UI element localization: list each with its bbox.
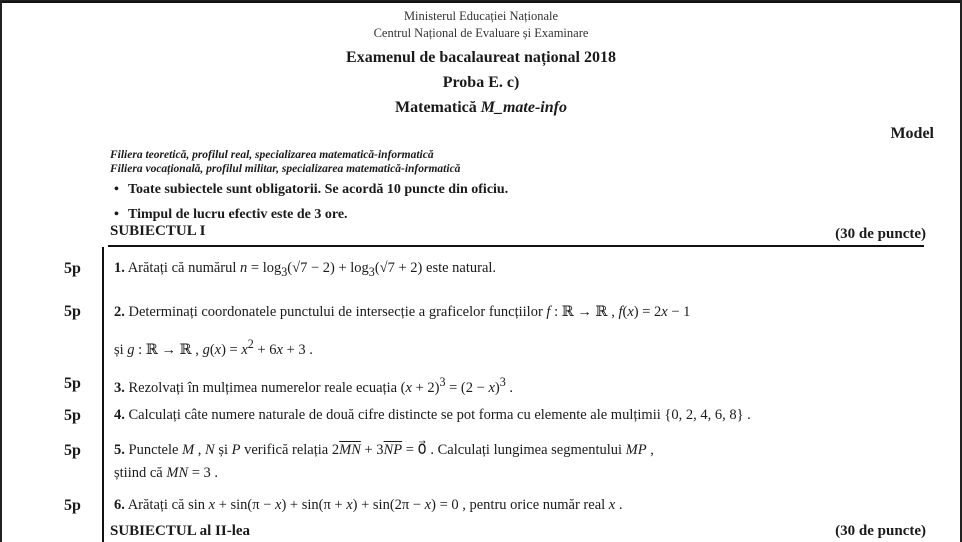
bullet-icon: • <box>114 207 119 222</box>
instruction-text: Timpul de lucru efectiv este de 3 ore. <box>128 207 348 222</box>
problem-points: 5p <box>64 260 81 277</box>
problem-2: 2. Determinați coordonatele punctului de intersecție a graficelor funcțiilor f : ℝ → ℝ , f(x) = 2x − 1 <box>114 304 691 320</box>
problem-number: 6. <box>114 497 125 513</box>
problem-6: 6. Arătați că sin x + sin(π − x) + sin(π + x) + sin(2π − x) = 0 , pentru orice număr real x . <box>114 497 623 513</box>
problem-number: 2. <box>114 304 125 320</box>
section-divider <box>108 245 924 247</box>
exam-proba: Proba E. c) <box>442 74 520 91</box>
problem-number: 4. <box>114 407 125 423</box>
section-points: (30 de puncte) <box>835 226 926 242</box>
problem-points: 5p <box>64 303 81 320</box>
problem-number: 1. <box>114 260 125 276</box>
bullet-icon: • <box>114 182 119 197</box>
problem-points: 5p <box>64 497 81 514</box>
exam-title: Examenul de bacalaureat național 2018 <box>346 49 616 66</box>
ministry-name: Ministerul Educației Naționale <box>403 9 559 23</box>
problem-5-continued: știind că MN = 3 . <box>114 465 219 481</box>
problem-2-continued: și g : ℝ → ℝ , $g(x) = x^2 + 6x + 3$ . <box>114 337 313 358</box>
top-border <box>2 1 960 3</box>
problem-points: 5p <box>64 442 81 459</box>
instruction-text: Toate subiectele sunt obligatorii. Se acordă 10 puncte din oficiu. <box>128 182 509 197</box>
instruction-item <box>114 182 508 198</box>
center-name: Centrul Național de Evaluare și Examinare <box>373 26 589 40</box>
problem-number: 3. <box>114 379 125 396</box>
problem-points: 5p <box>64 375 81 392</box>
problem-5: 5. Punctele M , N și P verifică relația $2\overline{MN} + 3\overline{NP}$ = 0⃗ . Calculați lungimea segmentului MP , <box>114 442 654 458</box>
problem-3: 3. Rezolvați în mulțimea numerelor reale ecuația $(x + 2)^3 = (2 - x)^3$ . <box>114 375 514 396</box>
exam-subject: Matematică M_mate-info <box>395 99 567 116</box>
problem-1: 1. Arătați că numărul $n = \log_3(√7 - 2) + \log_3(√7 + 2)$ este natural. <box>114 260 497 279</box>
problem-4: 4. Calculați câte numere naturale de două cifre distincte se pot forma cu elemente ale mulțimii {0, 2, 4, 6, 8} . <box>114 407 751 423</box>
section-title: SUBIECTUL al II-lea <box>110 523 251 539</box>
filiera-line: Filiera teoretică, profilul real, specializarea matematică-informatică <box>110 149 434 161</box>
problem-number: 5. <box>114 442 125 458</box>
variant-label: Model <box>890 125 934 142</box>
section-title: SUBIECTUL I <box>110 223 206 239</box>
section-points: (30 de puncte) <box>835 523 926 539</box>
problem-points: 5p <box>64 407 81 424</box>
filiera-line: Filiera vocațională, profilul militar, specializarea matematică-informatică <box>110 163 461 175</box>
instruction-item <box>114 207 348 223</box>
points-column-divider <box>102 247 104 542</box>
